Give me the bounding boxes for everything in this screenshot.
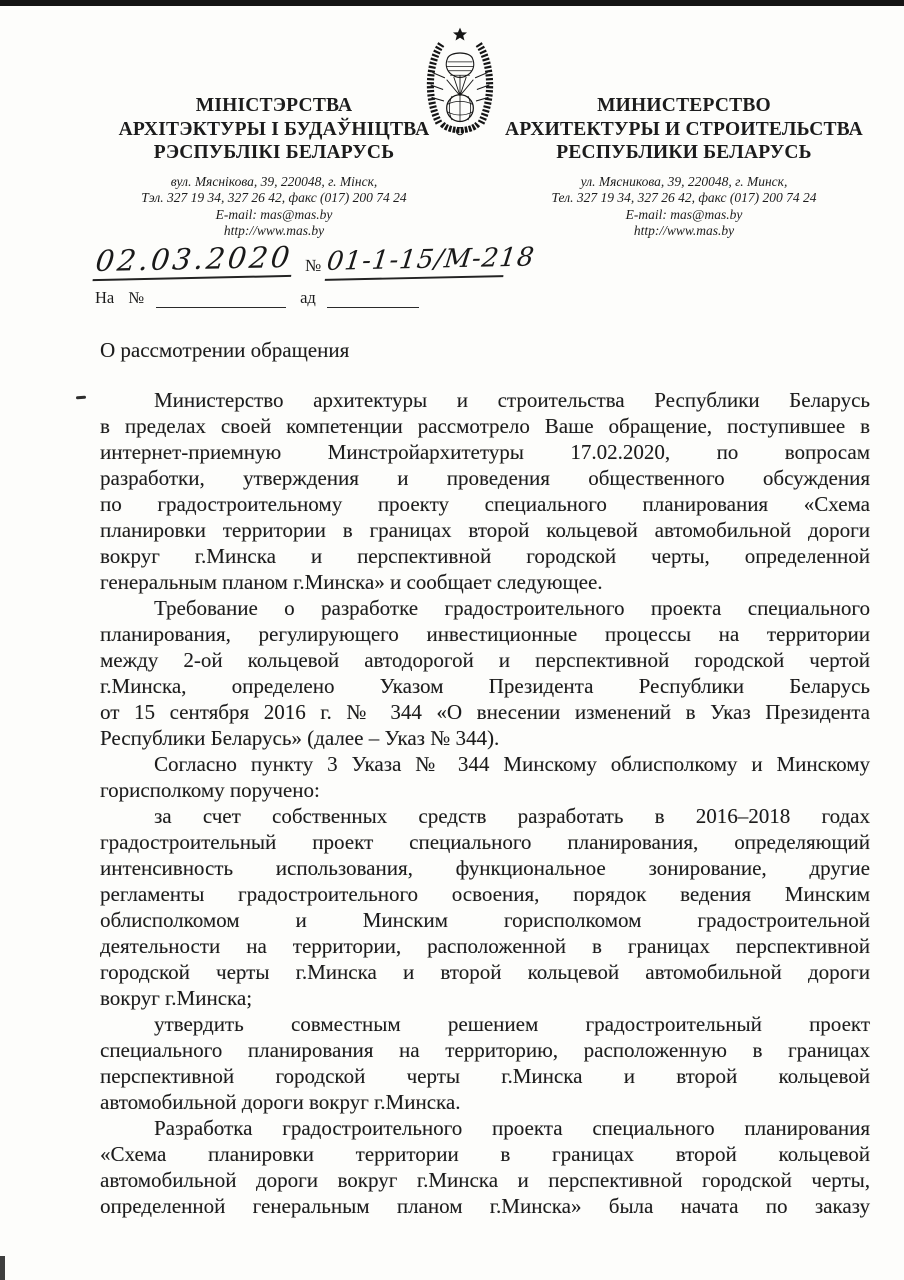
body-line: определенной генеральным планом г.Минска» была начата по заказу — [100, 1194, 870, 1218]
body-line: в пределах своей компетенции рассмотрело Ваше обращение, поступившее в — [100, 414, 870, 438]
body-paragraph — [100, 595, 870, 751]
incoming-number-blank — [156, 291, 286, 308]
outgoing-number-handwritten: 01-1-15/М-218 — [325, 243, 508, 281]
incoming-reference-row — [95, 288, 575, 308]
body-line: деятельности на территории, расположенной в границах перспективной — [100, 934, 870, 958]
body-line: Согласно пункту 3 Указа № 344 Минскому облисполкому и Минскому — [154, 752, 870, 776]
outgoing-reference-row — [93, 239, 575, 279]
body-paragraph — [100, 803, 870, 1011]
org-address-line: Тэл. 327 19 34, 327 26 42, факс (017) 200 74 24 — [141, 190, 407, 205]
body-line: регламенты градостроительного освоения, порядок ведения Минским — [100, 882, 870, 906]
org-title-by — [88, 94, 460, 165]
org-address-line: E-mail: mas@mas.by — [215, 206, 333, 222]
body-line: перспективной городской черты г.Минска и второй кольцевой — [100, 1064, 870, 1088]
org-title-line: АРХІТЭКТУРЫ І БУДАЎНІЦТВА — [118, 118, 430, 140]
body-line: автомобильной дороги вокруг г.Минска и перспективной городской черты, — [100, 1168, 870, 1192]
scan-margin-mark — [76, 396, 86, 400]
body-paragraph — [100, 1011, 870, 1115]
body-line: специального планирования на территорию, расположенную в границах — [100, 1038, 870, 1062]
reference-block — [93, 239, 575, 308]
org-address-by — [88, 174, 460, 240]
body-line: горисполкому поручено: — [100, 778, 320, 802]
org-address-line: http://www.mas.by — [633, 223, 735, 238]
from-date-label: ад — [300, 288, 316, 307]
body-line: городской черты г.Минска и второй кольцевой автомобильной дороги — [100, 960, 870, 984]
body-line: облисполкомом и Минским горисполкомом градостроительной — [100, 908, 870, 932]
org-address-line: E-mail: mas@mas.by — [625, 206, 743, 222]
letter-body — [100, 337, 870, 1219]
org-title-line: РЕСПУБЛИКИ БЕЛАРУСЬ — [556, 142, 812, 163]
body-line: вокруг г.Минска; — [100, 986, 253, 1010]
org-title-line: РЭСПУБЛІКІ БЕЛАРУСЬ — [153, 142, 395, 163]
outgoing-date-handwritten: 02.03.2020 — [93, 240, 296, 281]
body-line: по градостроительному проекту специального планирования «Схема — [100, 492, 870, 516]
body-paragraph — [100, 387, 870, 595]
letterhead-belarusian — [88, 94, 460, 240]
body-line: Республики Беларусь» (далее – Указ № 344). — [100, 726, 500, 750]
body-line: г.Минска, определено Указом Президента Республики Беларусь — [100, 674, 870, 698]
body-line: интернет-приемную Минстройархитетуры 17.02.2020, по вопросам — [100, 440, 870, 464]
body-line: планировки территории в границах второй кольцевой автомобильной дороги — [100, 518, 870, 542]
org-address-line: http://www.mas.by — [223, 223, 325, 238]
body-line: за счет собственных средств разработать в 2016–2018 годах — [154, 804, 870, 828]
org-address-ru — [498, 174, 870, 240]
incoming-number-label: На № — [95, 288, 145, 307]
body-line: утвердить совместным решением градостроительный проект — [154, 1012, 870, 1036]
body-line: вокруг г.Минска и перспективной городской черты, определенной — [100, 544, 870, 568]
org-address-line: Тел. 327 19 34, 327 26 42, факс (017) 200 74 24 — [551, 190, 817, 205]
org-title-line: МИНИСТЕРСТВО — [597, 95, 771, 116]
body-line: автомобильной дороги вокруг г.Минска. — [100, 1090, 461, 1114]
body-line: между 2-ой кольцевой автодорогой и перспективной городской чертой — [100, 648, 870, 672]
body-line: градостроительный проект специального планирования, определяющий — [100, 830, 870, 854]
org-title-line: МІНІСТЭРСТВА — [195, 95, 353, 116]
subject-line: О рассмотрении обращения — [100, 338, 350, 362]
body-line: планирования, регулирующего инвестиционные процессы на территории — [100, 622, 870, 646]
body-line: генеральным планом г.Минска» и сообщает следующее. — [100, 570, 603, 594]
body-line: разработки, утверждения и проведения общественного обсуждения — [100, 466, 870, 490]
body-line: Требование о разработке градостроительного проекта специального — [154, 596, 870, 620]
from-date-blank — [327, 291, 419, 308]
org-title-line: АРХИТЕКТУРЫ И СТРОИТЕЛЬСТВА — [505, 118, 863, 140]
org-address-line: вул. Мяснікова, 39, 220048, г. Мінск, — [170, 173, 378, 189]
org-title-ru — [498, 94, 870, 165]
number-sign-label: № — [305, 256, 322, 275]
body-line: «Схема планировки территории в границах второй кольцевой — [100, 1142, 870, 1166]
letterhead-russian — [498, 94, 870, 240]
body-paragraph — [100, 751, 870, 803]
body-line: Разработка градостроительного проекта специального планирования — [154, 1116, 870, 1140]
org-address-line: ул. Мясникова, 39, 220048, г. Минск, — [580, 173, 788, 189]
scan-corner-artifact — [0, 1256, 5, 1280]
scan-top-edge-artifact — [0, 0, 904, 6]
body-line: от 15 сентября 2016 г. № 344 «О внесении изменений в Указ Президента — [100, 700, 870, 724]
body-line: Министерство архитектуры и строительства Республики Беларусь — [154, 388, 870, 412]
body-line: интенсивность использования, функциональное зонирование, другие — [100, 856, 870, 880]
body-paragraph — [100, 1115, 870, 1219]
